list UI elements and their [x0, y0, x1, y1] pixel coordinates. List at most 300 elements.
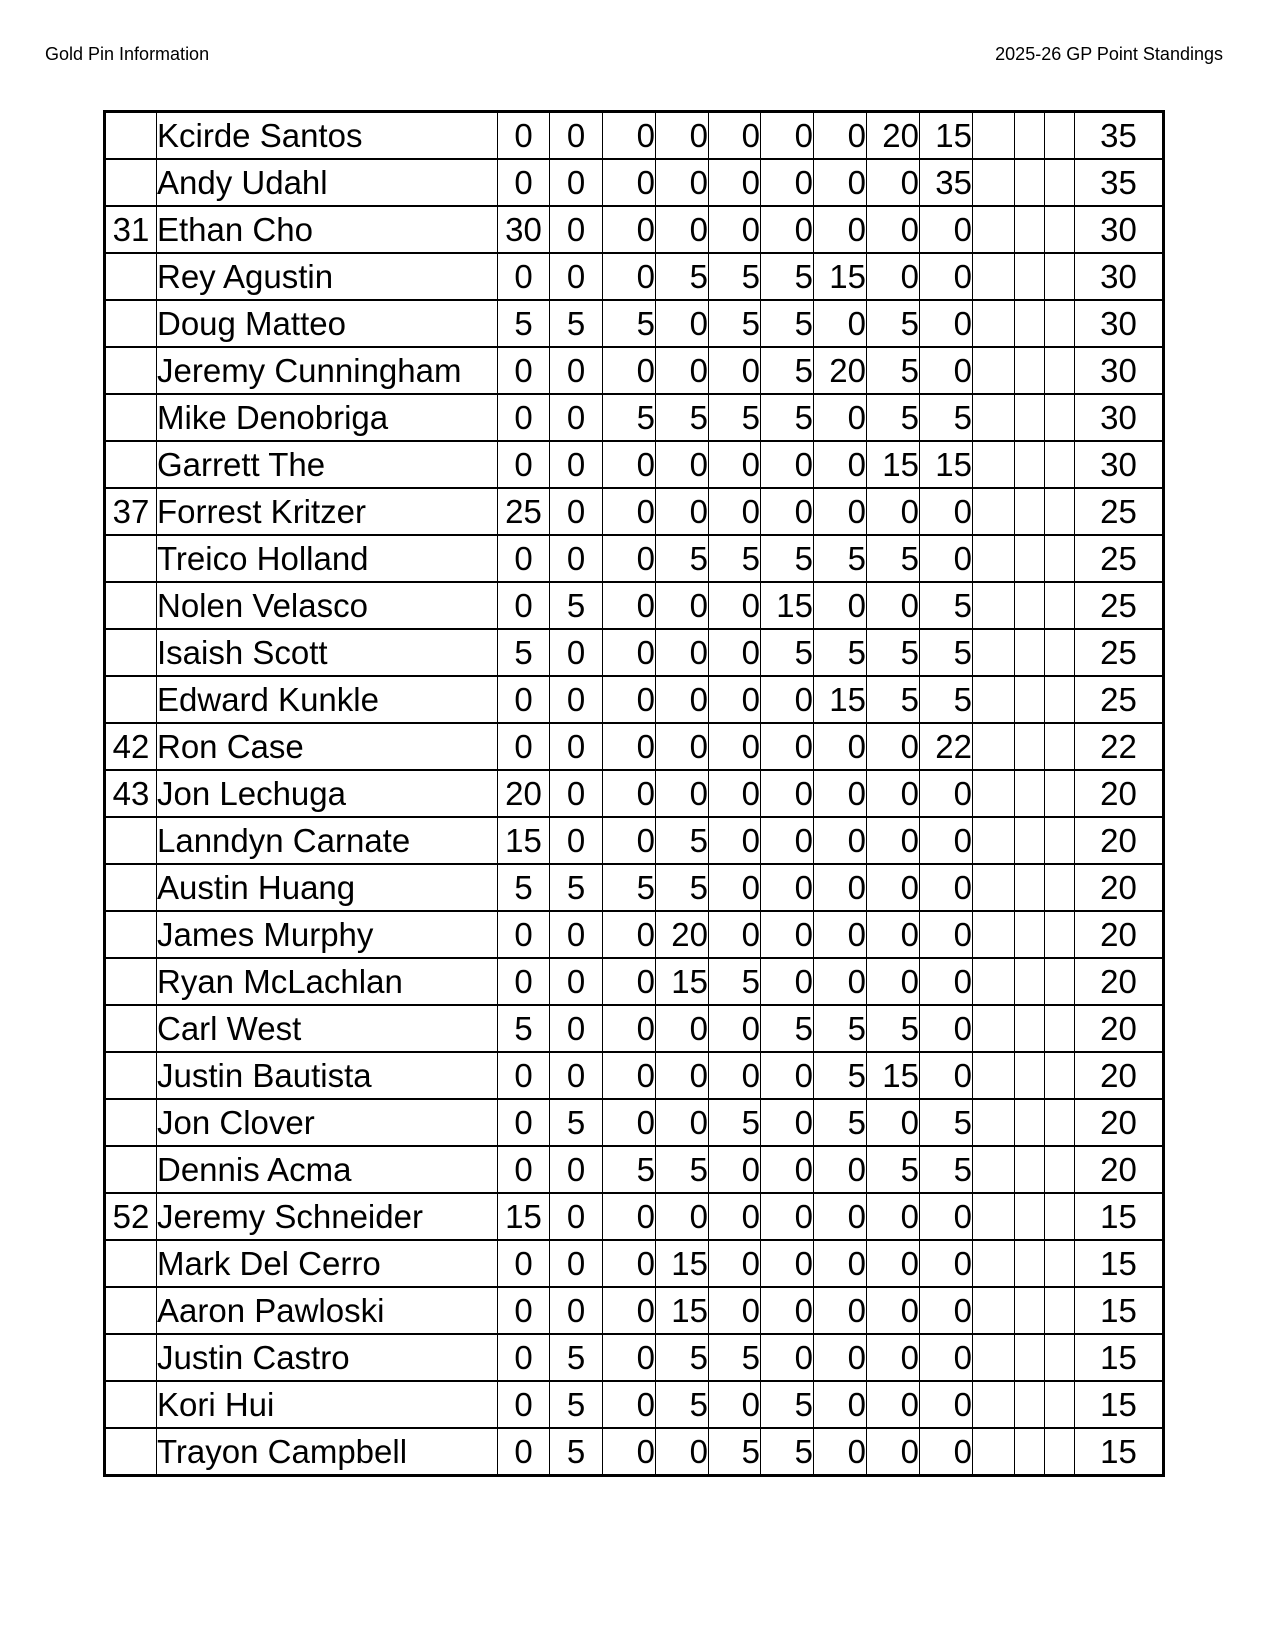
event-points-cell: 22	[920, 723, 973, 770]
event-points-cell: 15	[920, 112, 973, 160]
event-points-cell: 5	[920, 394, 973, 441]
event-points-cell: 35	[920, 159, 973, 206]
total-points-cell: 30	[1075, 394, 1164, 441]
event-points-cell: 0	[761, 441, 814, 488]
empty-event-cell	[1015, 864, 1045, 911]
event-points-cell: 0	[656, 112, 709, 160]
event-points-cell: 0	[709, 1052, 761, 1099]
empty-event-cell	[973, 1240, 1015, 1287]
event-points-cell: 5	[709, 300, 761, 347]
total-points-cell: 15	[1075, 1381, 1164, 1428]
total-points-cell: 20	[1075, 958, 1164, 1005]
table-row	[105, 206, 1164, 253]
event-points-cell: 0	[550, 770, 603, 817]
empty-event-cell	[973, 864, 1015, 911]
event-points-cell: 0	[761, 112, 814, 160]
total-points-cell: 25	[1075, 488, 1164, 535]
total-points-cell: 15	[1075, 1287, 1164, 1334]
table-row	[105, 629, 1164, 676]
empty-event-cell	[1045, 911, 1075, 958]
event-points-cell: 0	[867, 1334, 920, 1381]
event-points-cell: 5	[920, 629, 973, 676]
empty-event-cell	[1045, 535, 1075, 582]
table-row	[105, 441, 1164, 488]
event-points-cell: 5	[814, 1052, 867, 1099]
table-row	[105, 723, 1164, 770]
rank-cell	[105, 1099, 157, 1146]
event-points-cell: 20	[867, 112, 920, 160]
event-points-cell: 0	[603, 441, 656, 488]
event-points-cell: 5	[656, 1146, 709, 1193]
rank-cell	[105, 1334, 157, 1381]
event-points-cell: 0	[814, 1146, 867, 1193]
event-points-cell: 0	[498, 253, 550, 300]
empty-event-cell	[1015, 1005, 1045, 1052]
table-row	[105, 958, 1164, 1005]
rank-cell	[105, 535, 157, 582]
empty-event-cell	[973, 1193, 1015, 1240]
empty-event-cell	[973, 1146, 1015, 1193]
event-points-cell: 5	[709, 958, 761, 1005]
event-points-cell: 0	[498, 1240, 550, 1287]
event-points-cell: 5	[709, 1334, 761, 1381]
empty-event-cell	[1045, 1005, 1075, 1052]
empty-event-cell	[973, 770, 1015, 817]
total-points-cell: 15	[1075, 1193, 1164, 1240]
event-points-cell: 0	[761, 770, 814, 817]
event-points-cell: 5	[867, 535, 920, 582]
event-points-cell: 0	[498, 112, 550, 160]
empty-event-cell	[1045, 488, 1075, 535]
event-points-cell: 5	[814, 535, 867, 582]
event-points-cell: 5	[867, 629, 920, 676]
empty-event-cell	[1045, 770, 1075, 817]
rank-cell	[105, 1005, 157, 1052]
rank-cell	[105, 441, 157, 488]
total-points-cell: 22	[1075, 723, 1164, 770]
event-points-cell: 25	[498, 488, 550, 535]
event-points-cell: 5	[761, 300, 814, 347]
empty-event-cell	[973, 488, 1015, 535]
empty-event-cell	[973, 1428, 1015, 1476]
total-points-cell: 20	[1075, 1005, 1164, 1052]
event-points-cell: 20	[656, 911, 709, 958]
event-points-cell: 0	[498, 1334, 550, 1381]
event-points-cell: 5	[656, 253, 709, 300]
event-points-cell: 0	[867, 958, 920, 1005]
event-points-cell: 5	[761, 394, 814, 441]
event-points-cell: 0	[498, 441, 550, 488]
event-points-cell: 0	[709, 911, 761, 958]
event-points-cell: 0	[814, 159, 867, 206]
event-points-cell: 15	[656, 1287, 709, 1334]
event-points-cell: 5	[550, 300, 603, 347]
event-points-cell: 0	[656, 629, 709, 676]
empty-event-cell	[1015, 300, 1045, 347]
event-points-cell: 0	[709, 1146, 761, 1193]
event-points-cell: 0	[761, 723, 814, 770]
table-row	[105, 770, 1164, 817]
rank-cell	[105, 582, 157, 629]
total-points-cell: 20	[1075, 864, 1164, 911]
empty-event-cell	[1015, 1287, 1045, 1334]
event-points-cell: 5	[761, 347, 814, 394]
table-row	[105, 817, 1164, 864]
event-points-cell: 0	[603, 1052, 656, 1099]
event-points-cell: 0	[498, 535, 550, 582]
event-points-cell: 0	[920, 1381, 973, 1428]
event-points-cell: 5	[867, 676, 920, 723]
rank-cell	[105, 864, 157, 911]
bowler-name-cell: Justin Castro	[157, 1334, 498, 1381]
event-points-cell: 0	[603, 676, 656, 723]
event-points-cell: 0	[656, 676, 709, 723]
event-points-cell: 0	[814, 1428, 867, 1476]
event-points-cell: 0	[709, 112, 761, 160]
empty-event-cell	[1015, 535, 1045, 582]
event-points-cell: 5	[920, 582, 973, 629]
event-points-cell: 0	[498, 1381, 550, 1428]
table-row	[105, 911, 1164, 958]
bowler-name-cell: Nolen Velasco	[157, 582, 498, 629]
event-points-cell: 15	[814, 253, 867, 300]
event-points-cell: 0	[814, 958, 867, 1005]
event-points-cell: 0	[761, 676, 814, 723]
event-points-cell: 0	[814, 1334, 867, 1381]
event-points-cell: 0	[603, 159, 656, 206]
event-points-cell: 0	[656, 347, 709, 394]
empty-event-cell	[1015, 394, 1045, 441]
event-points-cell: 0	[761, 1240, 814, 1287]
rank-cell	[105, 1287, 157, 1334]
total-points-cell: 20	[1075, 770, 1164, 817]
event-points-cell: 0	[867, 582, 920, 629]
event-points-cell: 0	[656, 1052, 709, 1099]
bowler-name-cell: Ron Case	[157, 723, 498, 770]
empty-event-cell	[973, 582, 1015, 629]
event-points-cell: 0	[761, 864, 814, 911]
event-points-cell: 0	[761, 206, 814, 253]
event-points-cell: 0	[709, 1005, 761, 1052]
bowler-name-cell: Edward Kunkle	[157, 676, 498, 723]
event-points-cell: 5	[920, 676, 973, 723]
empty-event-cell	[1045, 1334, 1075, 1381]
rank-cell	[105, 958, 157, 1005]
event-points-cell: 5	[656, 817, 709, 864]
event-points-cell: 5	[867, 300, 920, 347]
event-points-cell: 0	[656, 1193, 709, 1240]
event-points-cell: 0	[814, 770, 867, 817]
event-points-cell: 0	[656, 723, 709, 770]
empty-event-cell	[1015, 159, 1045, 206]
event-points-cell: 0	[550, 112, 603, 160]
event-points-cell: 0	[814, 582, 867, 629]
rank-cell	[105, 817, 157, 864]
event-points-cell: 0	[550, 253, 603, 300]
empty-event-cell	[973, 347, 1015, 394]
table-row	[105, 394, 1164, 441]
empty-event-cell	[973, 1287, 1015, 1334]
event-points-cell: 0	[603, 1287, 656, 1334]
event-points-cell: 0	[550, 1005, 603, 1052]
table-row	[105, 676, 1164, 723]
table-row	[105, 864, 1164, 911]
event-points-cell: 0	[867, 1428, 920, 1476]
total-points-cell: 25	[1075, 582, 1164, 629]
empty-event-cell	[1015, 1052, 1045, 1099]
event-points-cell: 15	[867, 1052, 920, 1099]
event-points-cell: 0	[867, 1381, 920, 1428]
event-points-cell: 0	[920, 253, 973, 300]
rank-cell: 37	[105, 488, 157, 535]
event-points-cell: 5	[550, 864, 603, 911]
event-points-cell: 0	[920, 535, 973, 582]
table-row	[105, 347, 1164, 394]
event-points-cell: 5	[656, 394, 709, 441]
event-points-cell: 15	[814, 676, 867, 723]
event-points-cell: 0	[550, 394, 603, 441]
event-points-cell: 0	[656, 1005, 709, 1052]
table-row	[105, 535, 1164, 582]
event-points-cell: 15	[867, 441, 920, 488]
table-row	[105, 1428, 1164, 1476]
event-points-cell: 0	[550, 1052, 603, 1099]
event-points-cell: 0	[867, 723, 920, 770]
total-points-cell: 30	[1075, 347, 1164, 394]
event-points-cell: 0	[498, 958, 550, 1005]
total-points-cell: 25	[1075, 629, 1164, 676]
event-points-cell: 15	[498, 817, 550, 864]
header-left-title: Gold Pin Information	[45, 44, 210, 64]
event-points-cell: 0	[498, 347, 550, 394]
total-points-cell: 15	[1075, 1240, 1164, 1287]
empty-event-cell	[1015, 723, 1045, 770]
empty-event-cell	[1015, 206, 1045, 253]
event-points-cell: 0	[709, 1240, 761, 1287]
event-points-cell: 5	[761, 535, 814, 582]
event-points-cell: 0	[709, 441, 761, 488]
event-points-cell: 5	[920, 1146, 973, 1193]
bowler-name-cell: Forrest Kritzer	[157, 488, 498, 535]
total-points-cell: 20	[1075, 817, 1164, 864]
event-points-cell: 5	[814, 629, 867, 676]
empty-event-cell	[1045, 159, 1075, 206]
event-points-cell: 0	[550, 206, 603, 253]
empty-event-cell	[1015, 1240, 1045, 1287]
event-points-cell: 0	[656, 159, 709, 206]
event-points-cell: 5	[709, 394, 761, 441]
empty-event-cell	[1015, 1334, 1045, 1381]
event-points-cell: 0	[656, 770, 709, 817]
event-points-cell: 0	[814, 300, 867, 347]
event-points-cell: 0	[814, 723, 867, 770]
event-points-cell: 0	[761, 958, 814, 1005]
table-row	[105, 253, 1164, 300]
event-points-cell: 0	[814, 394, 867, 441]
event-points-cell: 5	[867, 1146, 920, 1193]
event-points-cell: 0	[920, 1334, 973, 1381]
bowler-name-cell: Andy Udahl	[157, 159, 498, 206]
event-points-cell: 0	[550, 1240, 603, 1287]
empty-event-cell	[1015, 958, 1045, 1005]
table-row	[105, 112, 1164, 160]
bowler-name-cell: Jon Lechuga	[157, 770, 498, 817]
event-points-cell: 0	[709, 1287, 761, 1334]
empty-event-cell	[973, 1052, 1015, 1099]
empty-event-cell	[1045, 676, 1075, 723]
event-points-cell: 0	[603, 1428, 656, 1476]
event-points-cell: 0	[603, 1240, 656, 1287]
bowler-name-cell: Lanndyn Carnate	[157, 817, 498, 864]
event-points-cell: 0	[920, 206, 973, 253]
event-points-cell: 0	[550, 488, 603, 535]
event-points-cell: 0	[920, 911, 973, 958]
table-row	[105, 1052, 1164, 1099]
total-points-cell: 15	[1075, 1334, 1164, 1381]
event-points-cell: 0	[867, 770, 920, 817]
empty-event-cell	[1045, 347, 1075, 394]
bowler-name-cell: James Murphy	[157, 911, 498, 958]
empty-event-cell	[973, 394, 1015, 441]
event-points-cell: 0	[761, 159, 814, 206]
event-points-cell: 0	[709, 582, 761, 629]
table-row	[105, 1099, 1164, 1146]
event-points-cell: 5	[814, 1099, 867, 1146]
event-points-cell: 0	[814, 1193, 867, 1240]
event-points-cell: 0	[603, 488, 656, 535]
empty-event-cell	[973, 206, 1015, 253]
event-points-cell: 0	[603, 1381, 656, 1428]
event-points-cell: 5	[498, 629, 550, 676]
event-points-cell: 0	[550, 159, 603, 206]
total-points-cell: 20	[1075, 1146, 1164, 1193]
event-points-cell: 5	[656, 864, 709, 911]
event-points-cell: 0	[550, 958, 603, 1005]
event-points-cell: 0	[656, 300, 709, 347]
event-points-cell: 5	[920, 1099, 973, 1146]
empty-event-cell	[973, 1099, 1015, 1146]
empty-event-cell	[1045, 723, 1075, 770]
event-points-cell: 15	[656, 958, 709, 1005]
event-points-cell: 5	[761, 253, 814, 300]
event-points-cell: 0	[603, 582, 656, 629]
empty-event-cell	[1015, 1146, 1045, 1193]
event-points-cell: 5	[550, 582, 603, 629]
event-points-cell: 0	[709, 770, 761, 817]
event-points-cell: 0	[709, 159, 761, 206]
empty-event-cell	[1015, 1099, 1045, 1146]
event-points-cell: 0	[498, 1099, 550, 1146]
empty-event-cell	[973, 300, 1015, 347]
event-points-cell: 0	[656, 1099, 709, 1146]
event-points-cell: 0	[867, 253, 920, 300]
event-points-cell: 0	[603, 911, 656, 958]
bowler-name-cell: Jeremy Cunningham	[157, 347, 498, 394]
empty-event-cell	[973, 958, 1015, 1005]
header-right-title: 2025-26 GP Point Standings	[995, 44, 1223, 64]
table-row	[105, 488, 1164, 535]
empty-event-cell	[1045, 441, 1075, 488]
event-points-cell: 0	[761, 488, 814, 535]
event-points-cell: 0	[761, 1052, 814, 1099]
event-points-cell: 0	[550, 629, 603, 676]
table-row	[105, 159, 1164, 206]
event-points-cell: 5	[761, 629, 814, 676]
event-points-cell: 0	[814, 1240, 867, 1287]
rank-cell	[105, 1146, 157, 1193]
event-points-cell: 0	[867, 864, 920, 911]
event-points-cell: 0	[920, 958, 973, 1005]
empty-event-cell	[973, 817, 1015, 864]
event-points-cell: 0	[709, 1193, 761, 1240]
rank-cell	[105, 1381, 157, 1428]
empty-event-cell	[1045, 817, 1075, 864]
empty-event-cell	[973, 676, 1015, 723]
event-points-cell: 30	[498, 206, 550, 253]
event-points-cell: 5	[550, 1334, 603, 1381]
event-points-cell: 0	[867, 159, 920, 206]
event-points-cell: 0	[603, 112, 656, 160]
table-row	[105, 300, 1164, 347]
event-points-cell: 0	[603, 1099, 656, 1146]
empty-event-cell	[1015, 347, 1045, 394]
event-points-cell: 0	[920, 1193, 973, 1240]
table-row	[105, 1146, 1164, 1193]
event-points-cell: 5	[709, 1428, 761, 1476]
event-points-cell: 15	[656, 1240, 709, 1287]
event-points-cell: 0	[656, 206, 709, 253]
event-points-cell: 0	[550, 817, 603, 864]
event-points-cell: 0	[603, 770, 656, 817]
event-points-cell: 15	[920, 441, 973, 488]
event-points-cell: 0	[709, 723, 761, 770]
event-points-cell: 5	[761, 1005, 814, 1052]
event-points-cell: 0	[498, 1146, 550, 1193]
empty-event-cell	[973, 911, 1015, 958]
event-points-cell: 0	[603, 253, 656, 300]
rank-cell	[105, 112, 157, 160]
bowler-name-cell: Isaish Scott	[157, 629, 498, 676]
event-points-cell: 15	[761, 582, 814, 629]
rank-cell	[105, 347, 157, 394]
empty-event-cell	[1045, 253, 1075, 300]
event-points-cell: 0	[867, 1099, 920, 1146]
event-points-cell: 0	[920, 1005, 973, 1052]
event-points-cell: 0	[814, 817, 867, 864]
empty-event-cell	[1045, 1381, 1075, 1428]
event-points-cell: 15	[498, 1193, 550, 1240]
event-points-cell: 0	[761, 1099, 814, 1146]
bowler-name-cell: Kori Hui	[157, 1381, 498, 1428]
event-points-cell: 0	[920, 347, 973, 394]
event-points-cell: 0	[761, 1287, 814, 1334]
event-points-cell: 0	[709, 347, 761, 394]
standings-body	[105, 112, 1164, 1476]
event-points-cell: 0	[603, 817, 656, 864]
bowler-name-cell: Trayon Campbell	[157, 1428, 498, 1476]
event-points-cell: 5	[867, 347, 920, 394]
event-points-cell: 0	[656, 488, 709, 535]
event-points-cell: 0	[550, 676, 603, 723]
total-points-cell: 30	[1075, 206, 1164, 253]
event-points-cell: 0	[920, 864, 973, 911]
empty-event-cell	[1015, 112, 1045, 160]
total-points-cell: 20	[1075, 911, 1164, 958]
event-points-cell: 5	[709, 535, 761, 582]
rank-cell	[105, 1428, 157, 1476]
rank-cell	[105, 300, 157, 347]
event-points-cell: 5	[550, 1099, 603, 1146]
